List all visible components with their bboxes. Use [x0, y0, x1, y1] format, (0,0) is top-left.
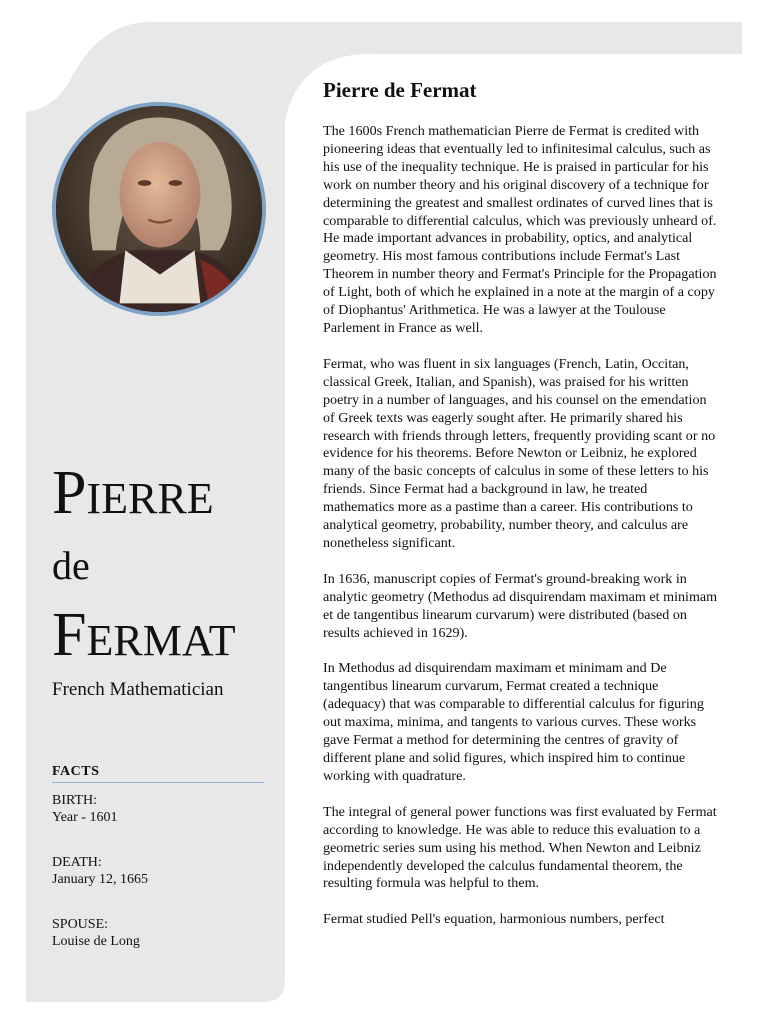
article — [323, 78, 718, 947]
article-paragraph: In Methodus ad disquirendam maximam et minimam and De tangentibus linearum curvarum, Fermat created a technique (adequacy) that was comparable to differential calculus for figuring out maxima, minima, and tangents to various curves. These works gave Fermat a method for determining the centres of gravity of different plane and solid figures, which inspired him to continue working with quadrature. — [323, 660, 704, 784]
fact-birth — [52, 792, 117, 826]
fact-value: Louise de Long — [52, 934, 140, 949]
article-paragraph: The integral of general power functions was first evaluated by Fermat according to knowledge. He was able to reduce this evaluation to a geometric series sum using his method. When Newton and Leibniz independently developed the calculus fundamental theorem, the resulting formula was helpful to them. — [323, 803, 717, 892]
fact-label: BIRTH: — [52, 793, 98, 808]
name-line-last — [52, 601, 236, 669]
article-paragraph: In 1636, manuscript copies of Fermat's ground-breaking work in analytic geometry (Methodus ad disquirendam maximam et minimam et de tangentibus linearum curvarum) were distributed (based on results achieved in 1629). — [323, 570, 718, 641]
article-title: Pierre de Fermat — [323, 78, 477, 102]
fact-death — [52, 854, 148, 888]
article-paragraph: Fermat studied Pell's equation, harmonious numbers, perfect — [323, 911, 665, 928]
article-paragraph: Fermat, who was fluent in six languages (French, Latin, Occitan, classical Greek, Italian, and Spanish), was praised for his written poetry in a number of languages, and his counsel on the emendation of Greek texts was eagerly sought after. He primarily shared his research with friends through letters, frequently providing scant or no evidence for his theorems. Before Newton or Leibniz, he explored many of the basic concepts of calculus in some of these letters to his friends. Since Fermat had a background in law, he treated mathematics more as a pastime than a career. His contributions to analytical geometry, probability, number theory, and calculus are nonetheless significant. — [323, 355, 716, 551]
fact-value: January 12, 1665 — [52, 872, 149, 887]
name-line-first — [52, 459, 214, 527]
facts-heading: FACTS — [52, 764, 264, 783]
portrait-image — [52, 102, 266, 316]
name-last-initial: F — [52, 601, 87, 669]
article-paragraph: The 1600s French mathematician Pierre de Fermat is credited with pioneering ideas that eventually led to infinitesimal calculus, such as his use of the inequality technique. He is praised in particular for his work on number theory and his original discovery of a technique for determining the greatest and smallest ordinates of curved lines that is comparable to differential calculus, which was previously unheard of. He made important advances in probability, optics, and analytical geometry. His most famous contributions include Fermat's Last Theorem in number theory and Fermat's Principle for the Propagation of Light, both of which he explained in a note at the margin of a copy of Diophantus' Arithmetica. He was a lawyer at the Toulouse Parlement in France as well. — [323, 123, 717, 336]
portrait-icon — [56, 106, 262, 312]
name-first-initial: P — [52, 459, 87, 527]
fact-spouse — [52, 916, 140, 950]
fact-value: Year - 1601 — [52, 810, 118, 825]
fact-label: SPOUSE: — [52, 917, 109, 932]
name-line-particle: de — [52, 543, 90, 588]
name-first-rest: IERRE — [86, 474, 214, 523]
name-last-rest: ERMAT — [86, 616, 236, 665]
fact-label: DEATH: — [52, 855, 102, 870]
subtitle: French Mathematician — [52, 679, 224, 700]
